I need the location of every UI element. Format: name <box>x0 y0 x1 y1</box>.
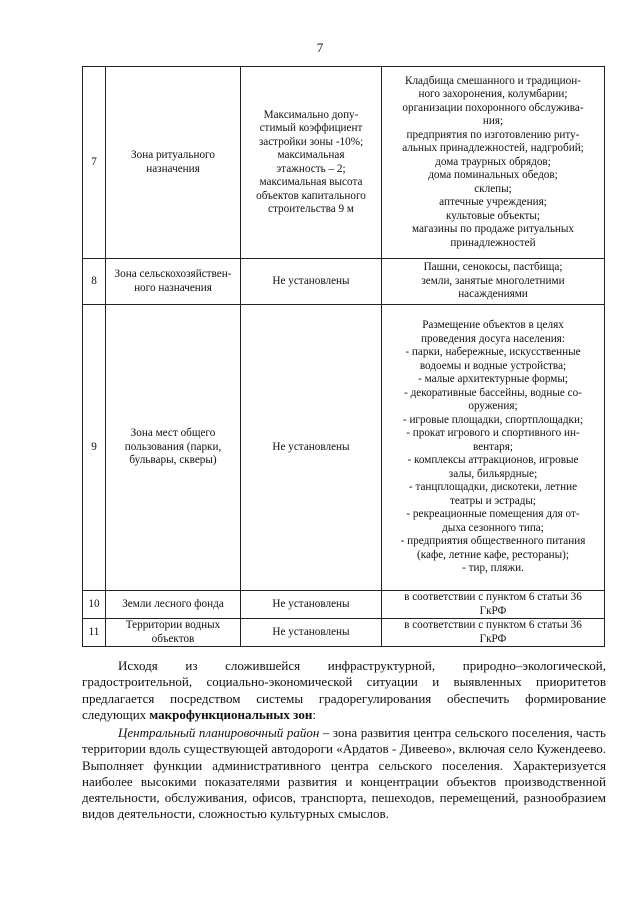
zone-number-cell: 9 <box>83 305 106 591</box>
zone-params-cell-line: максимальная <box>277 149 345 161</box>
zone-uses-cell-line: аптечные учреждения; <box>439 196 547 209</box>
zone-params-cell-line: объектов капитального <box>256 189 366 202</box>
zone-uses-cell-line: ного захоронения, колумбарии; <box>418 88 568 101</box>
zone-uses-cell-line: в соответствии с пунктом 6 статьи 36 <box>404 591 582 603</box>
zone-uses-cell-line: залы, бильярдные; <box>448 467 538 480</box>
zone-uses-cell-line: земли, занятые многолетними <box>421 274 565 287</box>
zone-uses-cell-line: - комплексы аттракционов, игровые <box>407 454 579 467</box>
zone-uses-cell-line: дома траурных обрядов; <box>435 155 551 168</box>
paragraph-zones-intro <box>82 658 606 723</box>
zone-params-cell-line: Максимально допу- <box>263 108 359 121</box>
zone-name-cell-line: назначения <box>146 162 200 175</box>
zone-uses-cell-line: ГкРФ <box>479 604 507 617</box>
paragraph-central-italic: Центральный планировочный район <box>118 725 320 740</box>
zone-uses-cell-line: (кафе, летние кафе, рестораны); <box>416 548 569 561</box>
zone-uses-cell-line: Размещение объектов в целях <box>422 319 564 332</box>
zone-uses-cell <box>382 591 605 619</box>
zone-uses-cell-line: ГкРФ <box>479 632 507 645</box>
paragraph-intro-text: Исходя из сложившейся инфраструктурной, природно–экологической, градостроительной, социально-экономической ситуации и выявленных приоритетов предлагается посредством системы градорегулирования обеспечить формирование следующих <box>82 658 606 722</box>
zone-params-cell-line: Не установлены <box>272 625 350 638</box>
zone-params-cell-line: Не установлены <box>272 597 350 610</box>
zone-params-cell <box>241 591 382 619</box>
zone-uses-cell-line: склепы; <box>474 182 512 195</box>
zone-params-cell <box>241 259 382 305</box>
zone-uses-cell-line: - декоративные бассейны, водные со- <box>404 386 582 399</box>
zone-uses-cell-line: ния; <box>482 115 504 128</box>
zone-name-cell-line: ного назначения <box>134 281 212 294</box>
zone-uses-cell-line: - парки, набережные, искусственные <box>405 346 581 359</box>
zone-uses-cell-line: Пашни, сенокосы, пастбища; <box>423 261 563 274</box>
zone-params-cell <box>241 305 382 591</box>
page-number: 7 <box>316 40 324 55</box>
zone-params-cell <box>241 619 382 647</box>
zone-number-cell: 7 <box>83 67 106 259</box>
zone-name-cell-line: Земли лесного фонда <box>122 597 224 610</box>
zone-uses-cell-line: дыха сезонного типа; <box>442 521 544 534</box>
zone-name-cell <box>106 619 241 647</box>
zone-name-cell <box>106 305 241 591</box>
zone-uses-cell-line: - тир, пляжи. <box>462 562 524 575</box>
zone-number-cell: 10 <box>83 591 106 619</box>
zone-uses-cell-line: насаждениями <box>458 288 528 301</box>
zone-params-cell-line: Не установлены <box>272 440 350 453</box>
zone-name-cell <box>106 259 241 305</box>
zone-name-cell-line: Зона ритуального <box>131 149 215 161</box>
zone-uses-cell-line: водоемы и водные устройства; <box>419 359 567 372</box>
table-row <box>83 619 605 647</box>
table-row <box>83 591 605 619</box>
zone-params-cell-line: максимальная высота <box>259 176 363 188</box>
paragraph-intro-bold: макрофункциональных зон <box>149 706 313 722</box>
zone-params-cell-line: стимый коэффициент <box>259 122 363 134</box>
zone-params-cell-line: этажность – 2; <box>276 162 346 175</box>
zone-uses-cell <box>382 259 605 305</box>
zone-uses-cell-line: магазины по продаже ритуальных <box>411 223 575 236</box>
zone-name-cell <box>106 67 241 259</box>
zone-uses-cell-line: оружения; <box>468 400 518 413</box>
zone-number-cell: 8 <box>83 259 106 305</box>
zone-uses-cell-line: вентаря; <box>472 440 513 453</box>
zone-name-cell <box>106 591 241 619</box>
zone-uses-cell-line: в соответствии с пунктом 6 статьи 36 <box>404 619 582 631</box>
zone-params-cell-line: застройки зоны -10%; <box>258 135 364 148</box>
zone-uses-cell-line: организации похоронного обслужива- <box>402 101 584 114</box>
zone-name-cell-line: Территории водных <box>125 619 221 631</box>
zone-uses-cell-line: - прокат игрового и спортивного ин- <box>406 427 580 440</box>
zone-uses-cell-line: дома поминальных обедов; <box>428 169 558 182</box>
zone-uses-cell <box>382 619 605 647</box>
paragraph-central-district <box>82 725 606 823</box>
zone-uses-cell-line: проведения досуга населения: <box>421 332 565 345</box>
zone-name-cell-line: Зона сельскохозяйствен- <box>114 268 232 280</box>
zone-uses-cell-line: - рекреационные помещения для от- <box>406 508 580 521</box>
zone-uses-cell <box>382 67 605 259</box>
zone-params-cell-line: Не установлены <box>272 274 350 287</box>
zone-params-cell-line: строительства 9 м <box>268 203 354 215</box>
zone-uses-cell-line: принадлежностей <box>450 236 536 249</box>
zone-uses-cell <box>382 305 605 591</box>
zone-name-cell-line: бульвары, скверы) <box>129 454 217 467</box>
zone-name-cell-line: Зона мест общего <box>130 427 216 440</box>
zone-params-cell <box>241 67 382 259</box>
zone-uses-cell-line: культовые объекты; <box>445 209 541 222</box>
zone-uses-cell-line: альных принадлежностей, надгробий; <box>402 142 584 155</box>
table-row <box>83 67 605 259</box>
zone-uses-cell-line: театры и эстрады; <box>449 494 537 507</box>
zone-uses-cell-line: - игровые площадки, спортплощадки; <box>402 413 584 426</box>
zone-uses-cell-line: Кладбища смешанного и традицион- <box>405 74 581 87</box>
zone-uses-cell-line: предприятия по изготовлению риту- <box>406 128 580 141</box>
zone-name-cell-line: пользования (парки, <box>124 440 222 453</box>
zone-uses-cell-line: - малые архитектурные формы; <box>418 373 568 386</box>
zone-name-cell-line: объектов <box>151 632 195 645</box>
table-row <box>83 305 605 591</box>
zone-uses-cell-line: - предприятия общественного питания <box>400 535 586 548</box>
paragraph-intro-colon: : <box>312 706 316 722</box>
table-row <box>83 259 605 305</box>
paragraph-central-text: – зона развития центра сельского поселения, часть территории вдоль существующей автодороги «Ардатов - Дивеево», включая село Кужендеево. Выполняет функции административного центра сельского поселения. Характеризуется наиболее высокими показателями развития и концентрации объектов производственной деятельности, обслуживания, офисов, транспорта, пешеходов, перемещений, разнообразием видов деятельности, сложностью культурных смыслов. <box>82 725 606 822</box>
zone-uses-cell-line: - танцплощадки, дискотеки, летние <box>408 481 578 494</box>
zone-number-cell: 11 <box>83 619 106 647</box>
zones-table <box>82 66 605 647</box>
